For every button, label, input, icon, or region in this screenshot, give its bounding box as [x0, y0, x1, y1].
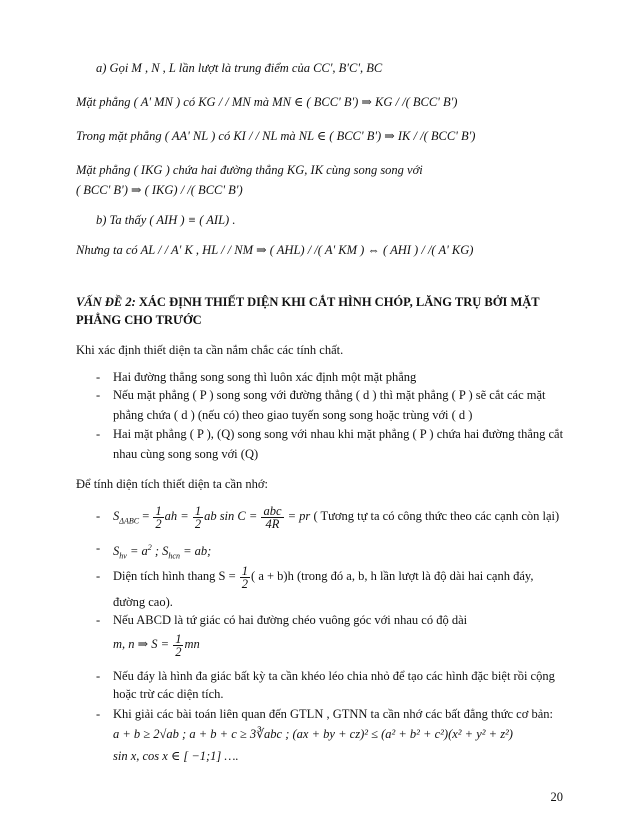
fraction-one-half: $\frac{1}{2}$ — [155, 503, 162, 531]
paragraph-1: Mặt phẳng ( A' MN ) có KG / / MN mà MN ∈ ( BCC' B') ⇒ KG / /( BCC' B') — [76, 95, 458, 109]
bullet-dash: - — [96, 541, 101, 555]
bullet-dash: - — [96, 569, 101, 583]
paragraph-4: Nhưng ta có AL / / A' K , HL / / NM ⇒ ( AHL) / /( A' KM ) ⇔ ( AHI ) / /( A' KG) — [76, 243, 474, 257]
page-number: 20 — [550, 790, 563, 804]
item-a: a) Gọi M , N , L lần lượt là trung điểm của CC', B'C', BC — [96, 61, 383, 75]
formula-inequalities: a + b ≥ 2√ab ; a + b + c ≥ 3∛abc ; (ax + by + cz)² ≤ (a² + b² + c²)(x² + y² + z²) — [113, 727, 513, 741]
bullet-dash: - — [96, 388, 101, 402]
bullet-dash: - — [96, 509, 101, 523]
bullet-dash: - — [96, 613, 101, 627]
heading-label: VẤN ĐỀ 2: — [76, 295, 136, 309]
paragraph-3b: ( BCC' B') ⇒ ( IKG) / /( BCC' B') — [76, 183, 243, 197]
bullet-dash: - — [96, 707, 101, 721]
formula-triangle-area: $S_{\Delta ABC}$ = $\frac{1}{2}$ ah = $\frac{1}{2}$ ab sin C = $\frac{\text{abc}}{4R}$ = pr ( Tương tự ta có công thức theo các cạnh còn lại) — [113, 503, 560, 531]
paragraph-2: Trong mặt phẳng ( AA' NL ) có KI / / NL mà NL ∈ ( BCC' B') ⇒ IK / /( BCC' B') — [76, 129, 476, 143]
bullet-inequalities: Khi giải các bài toán liên quan đến GTLN , GTNN ta cần nhớ các bất đẳng thức cơ bản: — [113, 707, 553, 721]
bullet-dash: - — [96, 370, 101, 384]
formula-trig-range: sin x, cos x ∈ [ −1;1] …. — [113, 749, 239, 763]
fraction-one-half: $\frac{1}{2}$ — [194, 503, 202, 531]
item-b: b) Ta thấy ( AIH ) ≡ ( AIL) . — [96, 213, 236, 227]
fraction-one-half: $\frac{1}{2}$ — [175, 631, 182, 659]
area-intro: Để tính diện tích thiết diện ta cần nhớ: — [76, 477, 268, 491]
formula-square-rect: $S_{hv} = a^2$ ; $S_{hcn}$ = ab; — [113, 543, 212, 561]
bullet-dash: - — [96, 669, 101, 683]
bullet-trapezoid-cont: đường cao). — [113, 595, 173, 609]
bullet-polygon-a: Nếu đáy là hình đa giác bất kỳ ta cần khéo léo chia nhỏ để tạo các hình đặc biệt rồi cộng — [113, 669, 555, 683]
section-heading-line-2: PHẲNG CHO TRƯỚC — [76, 313, 202, 327]
bullet-trapezoid: Diện tích hình thang S = $\frac{1}{2}$ ( a + b)h (trong đó a, b, h lần lượt là độ dài hai cạnh đáy, — [113, 563, 534, 591]
bullet-2b: phẳng chứa ( d ) (nếu có) theo giao tuyến song song hoặc trùng với ( d ) — [113, 408, 473, 422]
bullet-1: Hai đường thẳng song song thì luôn xác định một mặt phẳng — [113, 370, 417, 384]
intro-text: Khi xác định thiết diện ta cần nắm chắc các tính chất. — [76, 343, 344, 357]
bullet-2a: Nếu mặt phẳng ( P ) song song với đường thẳng ( d ) thì mặt phẳng ( P ) sẽ cắt các mặt — [113, 388, 546, 402]
section-heading-line-1 — [76, 294, 540, 310]
fraction-one-half: $\frac{1}{2}$ — [241, 563, 249, 591]
bullet-quadrilateral: Nếu ABCD là tứ giác có hai đường chéo vuông góc với nhau có độ dài — [113, 613, 468, 627]
formula-quadrilateral: m, n ⇒ S = $\frac{1}{2}$ mn — [113, 631, 200, 659]
fraction-abc-4r: $\frac{\text{abc}}{4R}$ — [263, 503, 282, 531]
bullet-polygon-b: hoặc trừ các diện tích. — [113, 687, 224, 701]
heading-title-1: XÁC ĐỊNH THIẾT DIỆN KHI CẮT HÌNH CHÓP, LĂNG TRỤ BỞI MẶT — [135, 295, 540, 309]
paragraph-3a: Mặt phẳng ( IKG ) chứa hai đường thẳng KG, IK cùng song song với — [76, 163, 423, 177]
bullet-3a: Hai mặt phẳng ( P ), (Q) song song với nhau khi mặt phẳng ( P ) chứa hai đường thẳng cắt — [113, 427, 564, 441]
bullet-dash: - — [96, 427, 101, 441]
bullet-3b: nhau cùng song song với (Q) — [113, 447, 259, 461]
